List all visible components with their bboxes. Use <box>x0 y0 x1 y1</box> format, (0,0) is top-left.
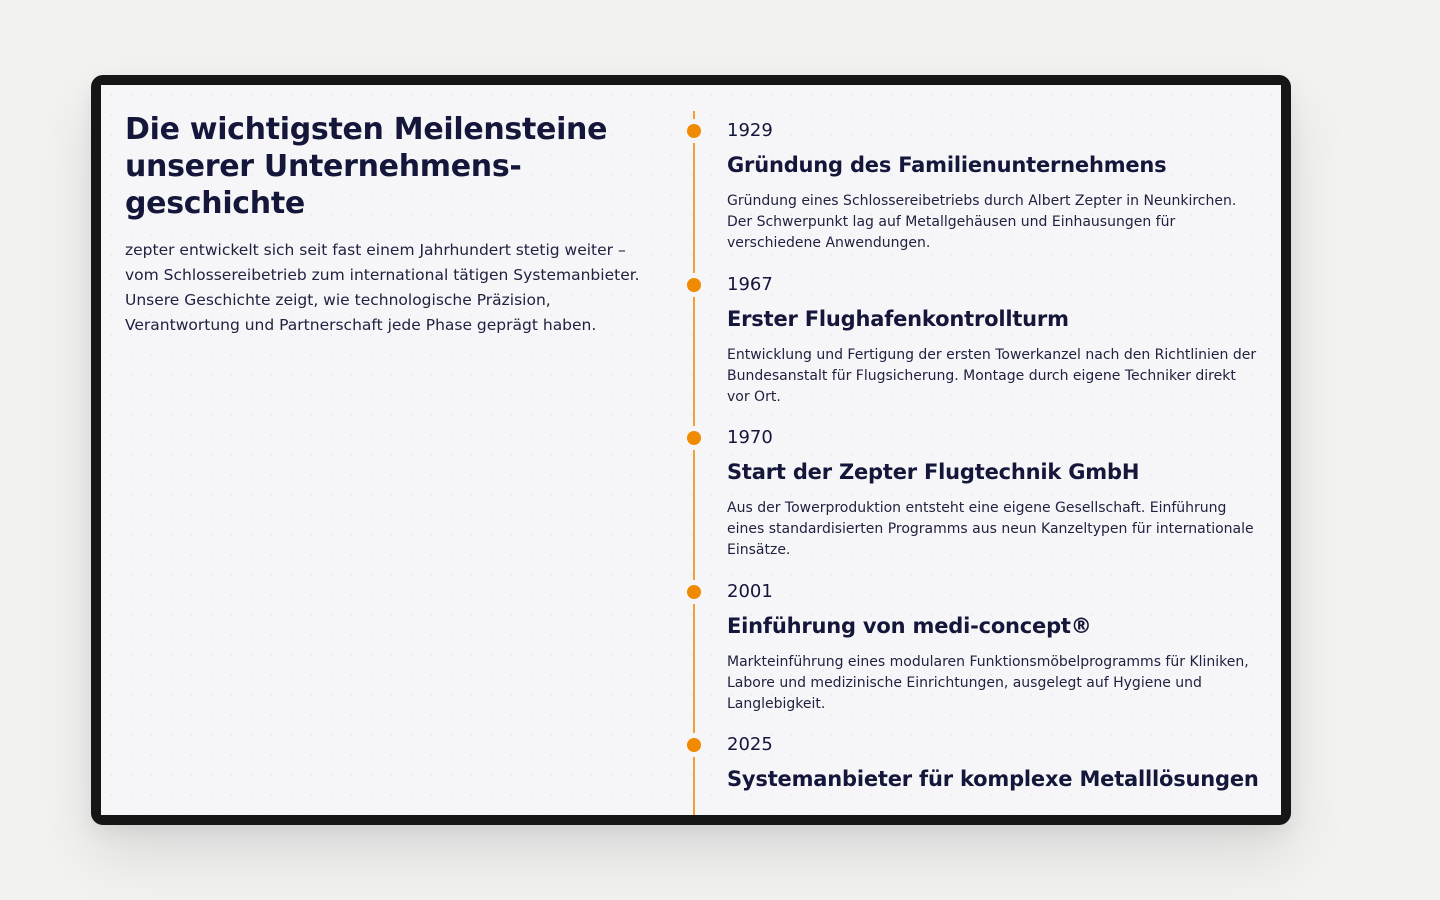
page-title: Die wichtigsten Meilensteine unserer Unternehmens- geschichte <box>125 112 608 221</box>
milestone-year: 1967 <box>727 273 773 295</box>
milestone-year: 1970 <box>727 427 773 448</box>
timeline-dot-icon <box>687 738 701 752</box>
milestone-item <box>687 117 1267 271</box>
milestone-description: Gründung eines Schlossereibetriebs durch Albert Zepter in Neunkirchen. Der Schwerpunkt lag auf Metallgehäusen und Einhausungen für verschiedene Anwendungen. <box>727 193 1237 251</box>
milestone-item <box>687 271 1267 425</box>
intro-paragraph: zepter entwickelt sich seit fast einem Jahrhundert stetig weiter – vom Schlossereibetrieb zum international tätigen Systemanbieter. Unsere Geschichte zeigt, wie technologische Präzision, Verantwortung und Partnerschaft jede Phase geprägt haben. <box>125 241 640 334</box>
milestone-description: Aus der Towerproduktion entsteht eine eigene Gesellschaft. Einführung eines standardisierten Programms aus neun Kanzeltypen für internationale Einsätze. <box>727 500 1254 558</box>
intro-column <box>125 111 655 338</box>
timeline-dot-icon <box>687 124 701 138</box>
milestone-year: 2025 <box>727 734 773 755</box>
page-viewport[interactable] <box>101 85 1281 815</box>
milestone-year: 2001 <box>727 580 773 602</box>
timeline-dot-icon <box>687 431 701 445</box>
milestone-title: Erster Flughafenkontrollturm <box>727 306 1069 331</box>
milestone-item <box>687 578 1267 732</box>
milestone-description: Entwicklung und Fertigung der ersten Towerkanzel nach den Richtlinien der Bundesanstalt für Flugsicherung. Montage durch eigene Techniker direkt vor Ort. <box>727 346 1257 405</box>
milestone-item <box>687 424 1267 578</box>
milestone-title: Start der Zepter Flugtechnik GmbH <box>727 460 1140 484</box>
milestone-description: Markteinführung eines modularen Funktionsmöbelprogramms für Kliniken, Labore und medizinische Einrichtungen, ausgelegt auf Hygiene und Langlebigkeit. <box>727 653 1249 712</box>
milestone-title: Einführung von medi-concept® <box>727 613 1092 638</box>
milestone-item <box>687 731 1267 815</box>
milestone-title: Systemanbieter für komplexe Metalllösungen <box>727 767 1259 791</box>
device-frame <box>91 75 1291 825</box>
timeline-dot-icon <box>687 278 701 292</box>
milestone-timeline <box>687 117 1267 815</box>
timeline-dot-icon <box>687 585 701 599</box>
milestone-year: 1929 <box>727 120 773 141</box>
milestone-title: Gründung des Familienunternehmens <box>727 153 1167 177</box>
